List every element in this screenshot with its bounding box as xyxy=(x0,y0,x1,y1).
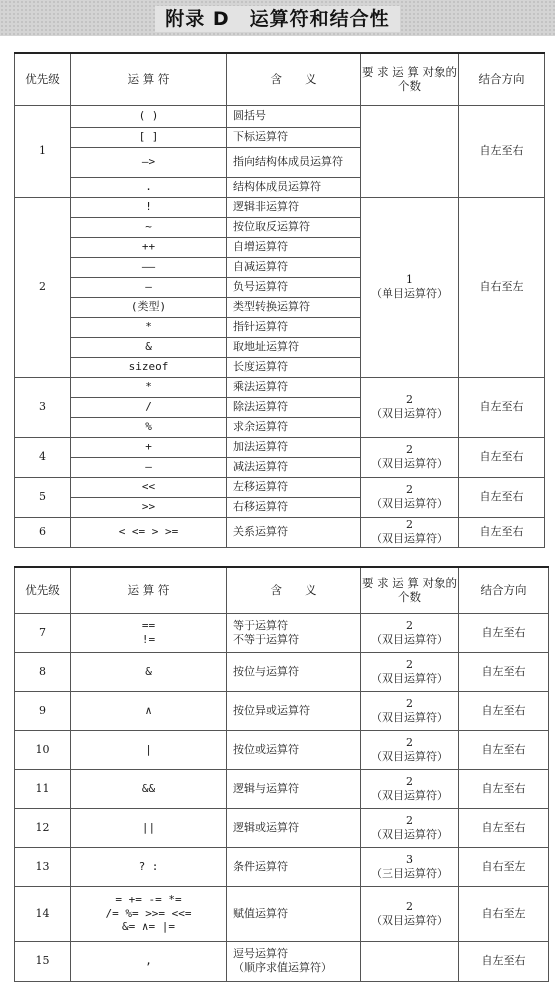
operator-symbol: ? : xyxy=(138,859,159,873)
meaning-cell: 自增运算符 xyxy=(227,237,361,257)
meaning-text: 按位异或运算符 xyxy=(233,703,310,717)
meaning-cell xyxy=(227,730,361,769)
meaning-cell xyxy=(227,941,361,981)
operator-symbol: != xyxy=(141,632,156,646)
operator-symbol: &= ∧= |= xyxy=(122,920,175,934)
table-row xyxy=(15,730,549,769)
operator-table-part1 xyxy=(14,52,545,548)
priority-cell: 4 xyxy=(15,437,71,477)
table-row xyxy=(15,477,545,497)
meaning-cell xyxy=(227,808,361,847)
priority-cell: 5 xyxy=(15,477,71,517)
associativity-cell: 自左至右 xyxy=(459,517,545,547)
operand-count: 2 xyxy=(406,813,413,827)
priority-cell: 2 xyxy=(15,197,71,377)
operand-count-cell xyxy=(361,691,459,730)
meaning-cell xyxy=(227,691,361,730)
priority-cell: 8 xyxy=(15,652,71,691)
priority-cell: 12 xyxy=(15,808,71,847)
meaning-cell: 右移运算符 xyxy=(227,497,361,517)
operator-cell: ! xyxy=(71,197,227,217)
operand-count-note: （双目运算符） xyxy=(371,671,448,685)
associativity-cell: 自左至右 xyxy=(459,613,549,652)
meaning-cell xyxy=(227,769,361,808)
operand-count: 2 xyxy=(406,618,413,632)
meaning-cell: 求余运算符 xyxy=(227,417,361,437)
operand-count-cell xyxy=(361,105,459,197)
priority-cell: 7 xyxy=(15,613,71,652)
header-meaning: 含 义 xyxy=(227,567,361,613)
associativity-cell: 自左至右 xyxy=(459,691,549,730)
associativity-cell: 自左至右 xyxy=(459,941,549,981)
meaning-text: 条件运算符 xyxy=(233,859,288,873)
associativity-cell: 自右至左 xyxy=(459,886,549,941)
header-operand-count: 要 求 运 算 对象的个数 xyxy=(361,567,459,613)
table-row xyxy=(15,613,549,652)
operator-cell xyxy=(71,613,227,652)
operand-count-note: （双目运算符） xyxy=(371,632,448,646)
operator-cell: & xyxy=(71,337,227,357)
operator-cell: * xyxy=(71,377,227,397)
operand-count-note: （双目运算符） xyxy=(371,710,448,724)
operator-cell xyxy=(71,847,227,886)
operator-cell: << xyxy=(71,477,227,497)
associativity-cell: 自左至右 xyxy=(459,769,549,808)
meaning-cell: 减法运算符 xyxy=(227,457,361,477)
operator-cell: [ ] xyxy=(71,127,227,147)
operand-count-cell xyxy=(361,437,459,477)
operand-count-cell xyxy=(361,517,459,547)
operand-count-cell xyxy=(361,941,459,981)
operator-symbol: ∧ xyxy=(145,703,152,717)
operator-cell: —> xyxy=(71,147,227,177)
table-row xyxy=(15,105,545,127)
meaning-cell: 圆括号 xyxy=(227,105,361,127)
associativity-cell: 自左至右 xyxy=(459,477,545,517)
operator-cell: >> xyxy=(71,497,227,517)
meaning-cell: 除法运算符 xyxy=(227,397,361,417)
priority-cell: 11 xyxy=(15,769,71,808)
operator-cell: % xyxy=(71,417,227,437)
meaning-cell: 指针运算符 xyxy=(227,317,361,337)
table1-header-row xyxy=(15,53,545,105)
operand-count: 2 xyxy=(406,735,413,749)
meaning-cell xyxy=(227,652,361,691)
meaning-text: 逻辑或运算符 xyxy=(233,820,299,834)
table-row xyxy=(15,652,549,691)
operand-count: 2 xyxy=(406,443,413,457)
operand-count: 2 xyxy=(406,518,413,532)
table2-header-row xyxy=(15,567,549,613)
operator-cell: < <= > >= xyxy=(71,517,227,547)
meaning-cell: 取地址运算符 xyxy=(227,337,361,357)
meaning-cell: 左移运算符 xyxy=(227,477,361,497)
meaning-text: 逻辑与运算符 xyxy=(233,781,299,795)
operand-count-note: （双目运算符） xyxy=(371,827,448,841)
page-title xyxy=(0,4,555,31)
associativity-cell: 自左至右 xyxy=(459,437,545,477)
meaning-cell: 乘法运算符 xyxy=(227,377,361,397)
table-row xyxy=(15,847,549,886)
operand-count-note: （双目运算符） xyxy=(371,407,448,420)
operator-cell xyxy=(71,691,227,730)
priority-cell: 1 xyxy=(15,105,71,197)
meaning-text: 按位或运算符 xyxy=(233,742,299,756)
table-row xyxy=(15,437,545,457)
priority-cell: 14 xyxy=(15,886,71,941)
operator-cell xyxy=(71,652,227,691)
table2-body xyxy=(15,613,549,981)
operator-cell xyxy=(71,941,227,981)
associativity-cell: 自左至右 xyxy=(459,105,545,197)
operand-count-cell xyxy=(361,652,459,691)
table-row xyxy=(15,691,549,730)
operator-cell: ++ xyxy=(71,237,227,257)
associativity-cell: 自左至右 xyxy=(459,808,549,847)
operator-table-part2 xyxy=(14,566,549,982)
header-associativity: 结合方向 xyxy=(459,567,549,613)
operator-symbol: & xyxy=(145,664,152,678)
header-meaning: 含 义 xyxy=(227,53,361,105)
meaning-cell xyxy=(227,886,361,941)
operator-cell: — xyxy=(71,457,227,477)
meaning-text: （顺序求值运算符） xyxy=(233,961,332,974)
table-row xyxy=(15,517,545,547)
operator-cell: ~ xyxy=(71,217,227,237)
operator-cell: sizeof xyxy=(71,357,227,377)
operator-symbol: /= %= >>= <<= xyxy=(105,906,192,920)
associativity-cell: 自左至右 xyxy=(459,730,549,769)
operator-cell xyxy=(71,886,227,941)
operand-count-cell xyxy=(361,808,459,847)
operand-count-cell xyxy=(361,886,459,941)
associativity-cell: 自左至右 xyxy=(459,377,545,437)
meaning-cell: 下标运算符 xyxy=(227,127,361,147)
operand-count-note: （单目运算符） xyxy=(371,287,448,300)
table-row xyxy=(15,197,545,217)
operand-count: 1 xyxy=(406,273,413,287)
operand-count: 2 xyxy=(406,393,413,407)
operand-count-note: （双目运算符） xyxy=(371,457,448,470)
operand-count: 2 xyxy=(406,696,413,710)
operand-count-note: （双目运算符） xyxy=(371,532,448,545)
table-row xyxy=(15,377,545,397)
meaning-cell: 自减运算符 xyxy=(227,257,361,277)
meaning-cell: 类型转换运算符 xyxy=(227,297,361,317)
operand-count-cell xyxy=(361,477,459,517)
page-title-text: 附录 D 运算符和结合性 xyxy=(155,6,399,32)
priority-cell: 15 xyxy=(15,941,71,981)
table-row xyxy=(15,769,549,808)
operand-count: 2 xyxy=(406,774,413,788)
associativity-cell: 自右至左 xyxy=(459,847,549,886)
meaning-cell: 长度运算符 xyxy=(227,357,361,377)
operand-count: 2 xyxy=(406,899,413,913)
meaning-text: 逗号运算符 xyxy=(233,947,288,961)
operator-cell: — xyxy=(71,277,227,297)
associativity-cell: 自左至右 xyxy=(459,652,549,691)
operator-cell: —— xyxy=(71,257,227,277)
priority-cell: 9 xyxy=(15,691,71,730)
operator-cell: ( ) xyxy=(71,105,227,127)
operator-cell xyxy=(71,730,227,769)
operator-cell xyxy=(71,808,227,847)
operand-count: 2 xyxy=(406,657,413,671)
operator-cell: (类型) xyxy=(71,297,227,317)
operator-symbol: || xyxy=(141,820,156,834)
meaning-text: 按位与运算符 xyxy=(233,664,299,678)
operand-count-note: （双目运算符） xyxy=(371,913,448,927)
header-operator: 运 算 符 xyxy=(71,567,227,613)
operand-count-cell xyxy=(361,847,459,886)
operator-symbol: == xyxy=(141,618,156,632)
operator-symbol: = += -= *= xyxy=(115,892,182,906)
operator-symbol: | xyxy=(145,742,152,756)
meaning-cell xyxy=(227,613,361,652)
header-priority: 优先级 xyxy=(15,567,71,613)
meaning-cell: 指向结构体成员运算符 xyxy=(227,147,361,177)
operator-symbol: , xyxy=(145,954,152,968)
operand-count-note: （双目运算符） xyxy=(371,788,448,802)
header-operand-count: 要 求 运 算 对象的个数 xyxy=(361,53,459,105)
operand-count: 3 xyxy=(406,852,413,866)
priority-cell: 3 xyxy=(15,377,71,437)
operand-count-cell xyxy=(361,730,459,769)
operand-count-cell xyxy=(361,377,459,437)
operand-count: 2 xyxy=(406,483,413,497)
table-row xyxy=(15,886,549,941)
meaning-cell: 逻辑非运算符 xyxy=(227,197,361,217)
meaning-cell: 关系运算符 xyxy=(227,517,361,547)
meaning-cell: 按位取反运算符 xyxy=(227,217,361,237)
meaning-text: 等于运算符 xyxy=(233,618,288,632)
operand-count-cell xyxy=(361,197,459,377)
meaning-cell: 结构体成员运算符 xyxy=(227,177,361,197)
operator-cell: / xyxy=(71,397,227,417)
operand-count-cell xyxy=(361,613,459,652)
meaning-cell xyxy=(227,847,361,886)
operand-count-cell xyxy=(361,769,459,808)
operator-cell xyxy=(71,769,227,808)
header-associativity: 结合方向 xyxy=(459,53,545,105)
header-operator: 运 算 符 xyxy=(71,53,227,105)
priority-cell: 6 xyxy=(15,517,71,547)
meaning-cell: 负号运算符 xyxy=(227,277,361,297)
table-row xyxy=(15,808,549,847)
table1-body xyxy=(15,105,545,547)
priority-cell: 13 xyxy=(15,847,71,886)
meaning-text: 赋值运算符 xyxy=(233,906,288,920)
table-row xyxy=(15,941,549,981)
operand-count-note: （三目运算符） xyxy=(371,866,448,880)
operator-cell: . xyxy=(71,177,227,197)
operator-cell: * xyxy=(71,317,227,337)
operand-count-note: （双目运算符） xyxy=(371,749,448,763)
operand-count-note: （双目运算符） xyxy=(371,497,448,510)
associativity-cell: 自右至左 xyxy=(459,197,545,377)
header-priority: 优先级 xyxy=(15,53,71,105)
priority-cell: 10 xyxy=(15,730,71,769)
operator-symbol: && xyxy=(141,781,156,795)
operator-cell: + xyxy=(71,437,227,457)
meaning-text: 不等于运算符 xyxy=(233,632,299,646)
meaning-cell: 加法运算符 xyxy=(227,437,361,457)
